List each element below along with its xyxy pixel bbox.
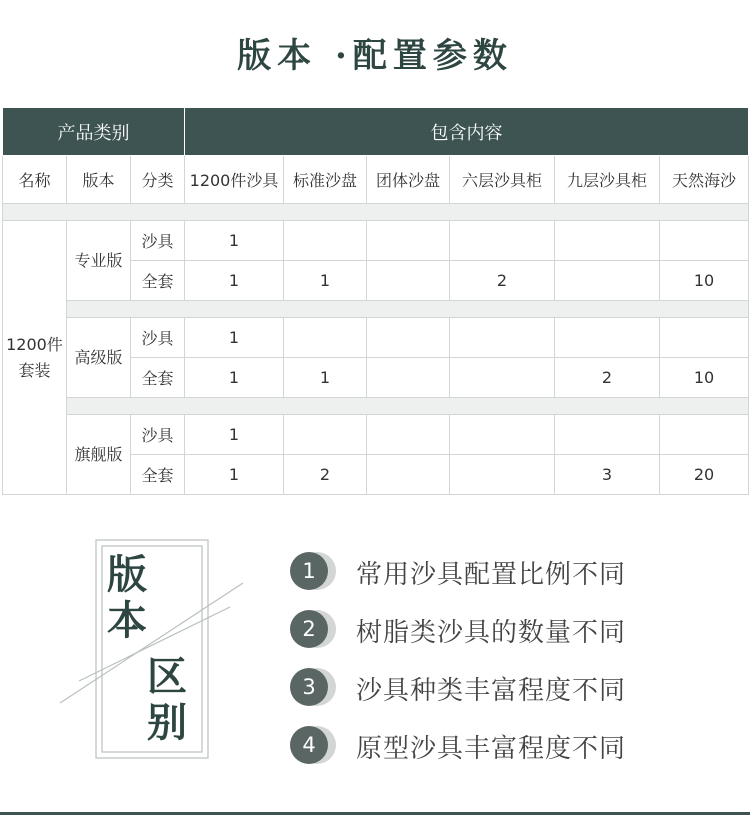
table-cell — [367, 455, 450, 495]
table-cell: 1 — [185, 261, 284, 301]
row-separator — [67, 398, 749, 415]
table-cell: 1 — [284, 358, 367, 398]
table-cell: 1 — [185, 221, 284, 261]
number-badge — [290, 550, 338, 594]
table-cell — [284, 221, 367, 261]
number-badge-label: 2 — [290, 610, 328, 648]
table-cell — [555, 221, 660, 261]
row-type: 全套 — [131, 261, 185, 301]
table-cell: 2 — [555, 358, 660, 398]
table-cell: 1 — [185, 415, 284, 455]
table-cell: 10 — [660, 261, 749, 301]
column-header: 名称 — [3, 156, 67, 204]
number-badge-label: 3 — [290, 668, 328, 706]
edition-name: 高级版 — [67, 318, 131, 398]
row-type: 全套 — [131, 455, 185, 495]
column-header: 团体沙盘 — [367, 156, 450, 204]
row-type: 沙具 — [131, 221, 185, 261]
row-type: 全套 — [131, 358, 185, 398]
list-item — [290, 717, 710, 775]
edition-name: 专业版 — [67, 221, 131, 301]
table-cell — [450, 415, 555, 455]
product-name-line: 1200件 — [6, 334, 63, 354]
page-title: 版本 ·配置参数 — [237, 36, 513, 76]
number-badge — [290, 724, 338, 768]
column-header: 分类 — [131, 156, 185, 204]
row-separator — [3, 204, 749, 221]
number-badge — [290, 608, 338, 652]
bottom-divider — [0, 812, 750, 815]
edition-difference-graphic — [55, 535, 255, 765]
table-cell — [367, 415, 450, 455]
product-name-line: 套装 — [18, 360, 51, 380]
number-badge-label: 1 — [290, 552, 328, 590]
row-separator — [67, 301, 749, 318]
feature-text: 常用沙具配置比例不同 — [356, 559, 627, 590]
group-header-contents: 包含内容 — [185, 108, 749, 156]
group-header-category: 产品类别 — [3, 108, 185, 156]
table-cell — [367, 261, 450, 301]
list-item — [290, 543, 710, 601]
table-cell: 1 — [185, 318, 284, 358]
table-row — [3, 318, 749, 358]
table-cell — [555, 261, 660, 301]
table-cell — [660, 318, 749, 358]
column-header: 天然海沙 — [660, 156, 749, 204]
column-header: 版本 — [67, 156, 131, 204]
column-header: 标准沙盘 — [284, 156, 367, 204]
table-cell: 2 — [284, 455, 367, 495]
list-item — [290, 659, 710, 717]
table-cell — [660, 221, 749, 261]
table-cell — [450, 318, 555, 358]
table-cell: 20 — [660, 455, 749, 495]
diagram-char: 本 — [107, 597, 147, 644]
feature-text: 沙具种类丰富程度不同 — [356, 675, 627, 706]
table-cell — [367, 318, 450, 358]
number-badge — [290, 666, 338, 710]
number-badge-label: 4 — [290, 726, 328, 764]
table-cell — [367, 221, 450, 261]
table-cell: 1 — [185, 455, 284, 495]
table-cell: 1 — [284, 261, 367, 301]
table-cell: 3 — [555, 455, 660, 495]
row-type: 沙具 — [131, 318, 185, 358]
edition-name: 旗舰版 — [67, 415, 131, 495]
table-row — [3, 415, 749, 455]
table-cell — [660, 415, 749, 455]
table-cell — [555, 318, 660, 358]
table-cell — [450, 455, 555, 495]
table-row — [3, 221, 749, 261]
feature-text: 树脂类沙具的数量不同 — [356, 617, 627, 648]
diagram-char: 版 — [107, 551, 147, 598]
column-header: 九层沙具柜 — [555, 156, 660, 204]
spec-table — [2, 107, 749, 495]
product-name-cell — [3, 221, 67, 495]
column-header: 1200件沙具 — [185, 156, 284, 204]
diagram-char: 别 — [147, 699, 187, 746]
table-cell — [450, 221, 555, 261]
table-cell — [555, 415, 660, 455]
column-header: 六层沙具柜 — [450, 156, 555, 204]
list-item — [290, 601, 710, 659]
table-cell: 10 — [660, 358, 749, 398]
feature-list — [290, 543, 710, 775]
row-type: 沙具 — [131, 415, 185, 455]
table-cell: 2 — [450, 261, 555, 301]
table-cell — [284, 415, 367, 455]
table-cell — [284, 318, 367, 358]
table-cell — [450, 358, 555, 398]
table-cell — [367, 358, 450, 398]
diagram-char: 区 — [147, 653, 187, 700]
feature-text: 原型沙具丰富程度不同 — [356, 733, 627, 764]
table-cell: 1 — [185, 358, 284, 398]
